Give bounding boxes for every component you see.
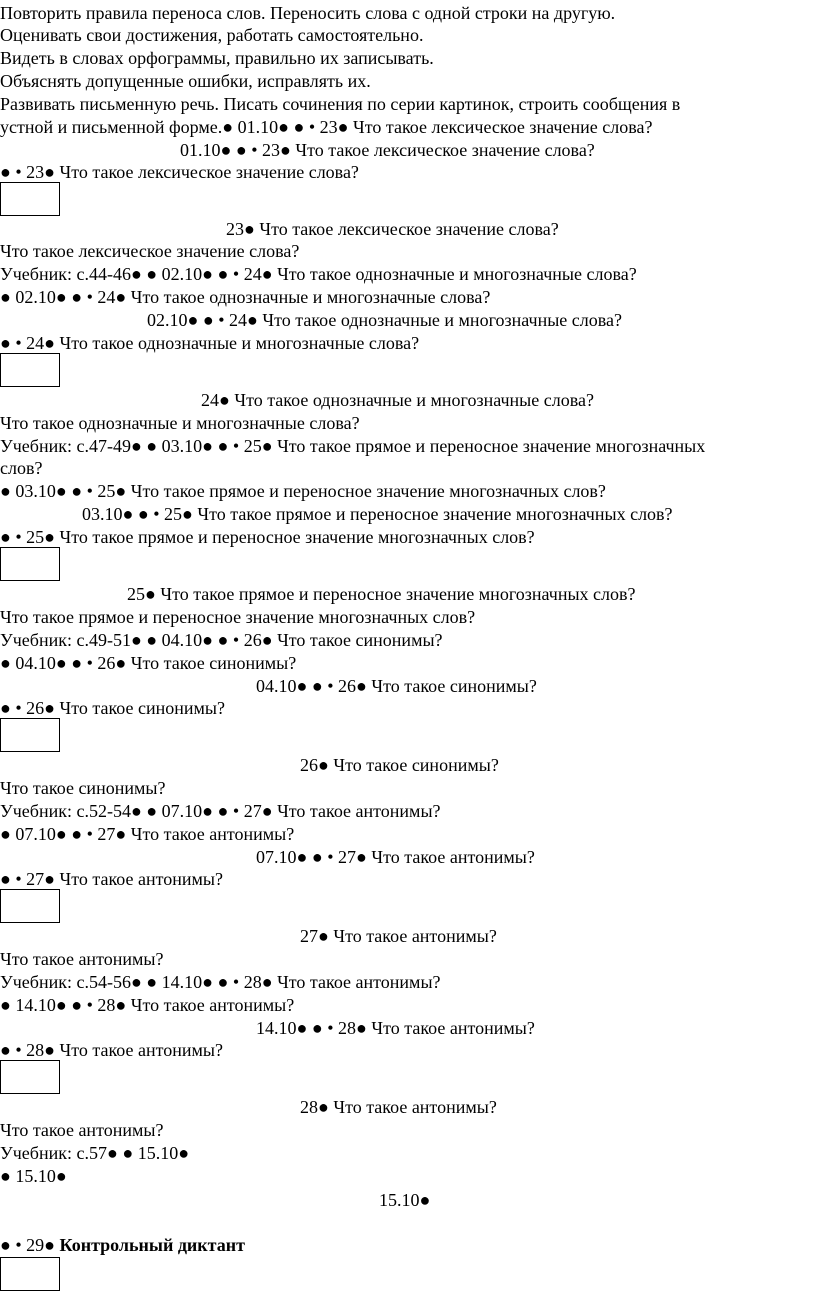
text-line: ● • 23● Что такое лексическое значение слова? <box>0 162 359 182</box>
text-line: Что такое прямое и переносное значение многозначных слов? <box>0 607 476 627</box>
text-line: слов? <box>0 458 43 478</box>
empty-box <box>0 718 60 752</box>
text-line: устной и письменной форме.● 01.10● ● • 23● Что такое лексическое значение слова? <box>0 117 653 137</box>
text-line: 27● Что такое антонимы? <box>300 926 497 946</box>
text-line: Развивать письменную речь. Писать сочинения по серии картинок, строить сообщения в <box>0 94 681 114</box>
text-line: 28● Что такое антонимы? <box>300 1097 497 1117</box>
text-line: Оценивать свои достижения, работать самостоятельно. <box>0 25 424 45</box>
text-line: 26● Что такое синонимы? <box>300 755 499 775</box>
text-line: Объяснять допущенные ошибки, исправлять их. <box>0 71 371 91</box>
text-line: Учебник: с.47-49● ● 03.10● ● • 25● Что такое прямое и переносное значение многозначных <box>0 436 706 456</box>
text-line: 07.10● ● • 27● Что такое антонимы? <box>256 847 535 867</box>
text-line: 01.10● ● • 23● Что такое лексическое значение слова? <box>180 140 595 160</box>
text-line: 23● Что такое лексическое значение слова? <box>226 219 559 239</box>
text-line: 15.10● <box>379 1190 431 1210</box>
text-line: Что такое лексическое значение слова? <box>0 241 300 261</box>
text-line: ● 02.10● ● • 24● Что такое однозначные и многозначные слова? <box>0 287 491 307</box>
empty-box <box>0 547 60 581</box>
text-line: Что такое антонимы? <box>0 1120 164 1140</box>
text-line: Учебник: с.49-51● ● 04.10● ● • 26● Что такое синонимы? <box>0 630 443 650</box>
text-line: Учебник: с.57● ● 15.10● <box>0 1143 190 1163</box>
text-line: ● 03.10● ● • 25● Что такое прямое и переносное значение многозначных слов? <box>0 481 606 501</box>
text-line: ● • 28● Что такое антонимы? <box>0 1040 223 1060</box>
text-line: ● 04.10● ● • 26● Что такое синонимы? <box>0 653 297 673</box>
text-line: ● • 25● Что такое прямое и переносное значение многозначных слов? <box>0 527 535 547</box>
text-line: 25● Что такое прямое и переносное значение многозначных слов? <box>127 584 636 604</box>
text-line: Учебник: с.52-54● ● 07.10● ● • 27● Что такое антонимы? <box>0 801 441 821</box>
text-line: ● • 24● Что такое однозначные и многозначные слова? <box>0 333 420 353</box>
text-line: Что такое синонимы? <box>0 778 166 798</box>
text-line: ● 14.10● ● • 28● Что такое антонимы? <box>0 995 295 1015</box>
text-line: Учебник: с.54-56● ● 14.10● ● • 28● Что такое антонимы? <box>0 972 441 992</box>
text-line: 03.10● ● • 25● Что такое прямое и переносное значение многозначных слов? <box>82 504 673 524</box>
text-line <box>0 1235 245 1255</box>
text-line: 02.10● ● • 24● Что такое однозначные и многозначные слова? <box>147 310 622 330</box>
text-line: 14.10● ● • 28● Что такое антонимы? <box>256 1018 535 1038</box>
text-line: Что такое однозначные и многозначные слова? <box>0 413 360 433</box>
bullet-prefix: ● • 29● <box>0 1235 60 1255</box>
bold-title: Контрольный диктант <box>59 1235 245 1255</box>
text-line: 24● Что такое однозначные и многозначные слова? <box>201 390 594 410</box>
empty-box <box>0 889 60 923</box>
text-line: Учебник: с.44-46● ● 02.10● ● • 24● Что такое однозначные и многозначные слова? <box>0 264 637 284</box>
empty-box <box>0 353 60 387</box>
text-line: ● 15.10● <box>0 1166 67 1186</box>
text-line: 04.10● ● • 26● Что такое синонимы? <box>256 676 537 696</box>
text-line: Что такое антонимы? <box>0 949 164 969</box>
text-line: ● 07.10● ● • 27● Что такое антонимы? <box>0 824 295 844</box>
empty-box <box>0 1060 60 1094</box>
text-line: ● • 26● Что такое синонимы? <box>0 698 225 718</box>
text-line: Видеть в словах орфограммы, правильно их записывать. <box>0 48 434 68</box>
text-line: ● • 27● Что такое антонимы? <box>0 869 223 889</box>
text-line: Повторить правила переноса слов. Переносить слова с одной строки на другую. <box>0 3 616 23</box>
empty-box <box>0 1257 60 1291</box>
empty-box <box>0 182 60 216</box>
